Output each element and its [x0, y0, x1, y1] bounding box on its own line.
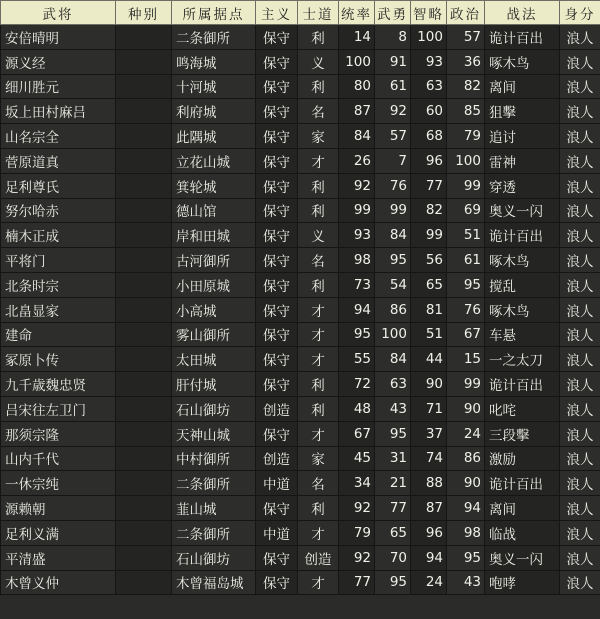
cell-ideology: 保守 — [256, 372, 298, 397]
table-row[interactable] — [1, 248, 600, 273]
cell-leadership: 79 — [339, 520, 375, 545]
cell-officer-name: 源赖朝 — [1, 496, 116, 521]
cell-tactic: 离间 — [485, 74, 560, 99]
table-row[interactable] — [1, 148, 600, 173]
cell-ideology: 保守 — [256, 124, 298, 149]
cell-base: 十河城 — [172, 74, 256, 99]
cell-leadership: 93 — [339, 223, 375, 248]
cell-valor: 95 — [375, 248, 411, 273]
cell-ideology: 保守 — [256, 421, 298, 446]
cell-base: 二条御所 — [172, 25, 256, 50]
cell-base: 德山馆 — [172, 198, 256, 223]
cell-bushido: 家 — [298, 446, 339, 471]
cell-officer-name: 安倍晴明 — [1, 25, 116, 50]
cell-officer-name: 建命 — [1, 322, 116, 347]
cell-tactic: 叱咤 — [485, 396, 560, 421]
cell-ideology: 保守 — [256, 570, 298, 595]
cell-type — [116, 372, 172, 397]
cell-tactic: 诡计百出 — [485, 25, 560, 50]
col-header-politics[interactable]: 政治 — [447, 1, 485, 25]
cell-status: 浪人 — [560, 520, 600, 545]
cell-base: 中村御所 — [172, 446, 256, 471]
cell-type — [116, 198, 172, 223]
cell-status: 浪人 — [560, 322, 600, 347]
cell-politics: 99 — [447, 372, 485, 397]
cell-leadership: 48 — [339, 396, 375, 421]
cell-status: 浪人 — [560, 496, 600, 521]
cell-tactic: 追讨 — [485, 124, 560, 149]
cell-tactic: 啄木鸟 — [485, 49, 560, 74]
table-row[interactable] — [1, 223, 600, 248]
cell-leadership: 92 — [339, 545, 375, 570]
cell-tactic: 车悬 — [485, 322, 560, 347]
cell-officer-name: 北畠显家 — [1, 297, 116, 322]
cell-officer-name: 木曾义仲 — [1, 570, 116, 595]
cell-leadership: 67 — [339, 421, 375, 446]
cell-leadership: 98 — [339, 248, 375, 273]
cell-leadership: 55 — [339, 347, 375, 372]
cell-type — [116, 396, 172, 421]
cell-bushido: 名 — [298, 248, 339, 273]
cell-status: 浪人 — [560, 421, 600, 446]
cell-ideology: 保守 — [256, 272, 298, 297]
cell-bushido: 义 — [298, 49, 339, 74]
cell-leadership: 99 — [339, 198, 375, 223]
cell-bushido: 才 — [298, 421, 339, 446]
cell-politics: 82 — [447, 74, 485, 99]
cell-tactic: 搅乱 — [485, 272, 560, 297]
cell-ideology: 保守 — [256, 25, 298, 50]
cell-status: 浪人 — [560, 446, 600, 471]
cell-officer-name: 足利尊氏 — [1, 173, 116, 198]
cell-leadership: 73 — [339, 272, 375, 297]
cell-valor: 100 — [375, 322, 411, 347]
cell-valor: 84 — [375, 223, 411, 248]
cell-base: 箕轮城 — [172, 173, 256, 198]
cell-status: 浪人 — [560, 372, 600, 397]
cell-valor: 8 — [375, 25, 411, 50]
cell-leadership: 26 — [339, 148, 375, 173]
cell-intellect: 96 — [411, 520, 447, 545]
cell-intellect: 56 — [411, 248, 447, 273]
cell-bushido: 义 — [298, 223, 339, 248]
cell-status: 浪人 — [560, 25, 600, 50]
cell-status: 浪人 — [560, 49, 600, 74]
cell-status: 浪人 — [560, 272, 600, 297]
cell-intellect: 96 — [411, 148, 447, 173]
cell-status: 浪人 — [560, 248, 600, 273]
cell-intellect: 24 — [411, 570, 447, 595]
cell-type — [116, 322, 172, 347]
cell-type — [116, 25, 172, 50]
cell-status: 浪人 — [560, 545, 600, 570]
cell-valor: 57 — [375, 124, 411, 149]
cell-leadership: 34 — [339, 471, 375, 496]
cell-bushido: 利 — [298, 173, 339, 198]
cell-tactic: 临战 — [485, 520, 560, 545]
cell-ideology: 创造 — [256, 446, 298, 471]
cell-base: 二条御所 — [172, 520, 256, 545]
cell-intellect: 81 — [411, 297, 447, 322]
cell-valor: 21 — [375, 471, 411, 496]
table-row[interactable] — [1, 25, 600, 50]
col-header-leadership[interactable]: 统率 — [339, 1, 375, 25]
cell-ideology: 中道 — [256, 471, 298, 496]
cell-valor: 92 — [375, 99, 411, 124]
table-row[interactable] — [1, 124, 600, 149]
cell-intellect: 99 — [411, 223, 447, 248]
cell-type — [116, 223, 172, 248]
cell-tactic: 雷神 — [485, 148, 560, 173]
cell-politics: 57 — [447, 25, 485, 50]
cell-politics: 99 — [447, 173, 485, 198]
cell-politics: 95 — [447, 545, 485, 570]
cell-intellect: 68 — [411, 124, 447, 149]
cell-bushido: 名 — [298, 471, 339, 496]
cell-officer-name: 细川胜元 — [1, 74, 116, 99]
cell-intellect: 94 — [411, 545, 447, 570]
cell-politics: 69 — [447, 198, 485, 223]
cell-bushido: 创造 — [298, 545, 339, 570]
cell-valor: 77 — [375, 496, 411, 521]
cell-politics: 15 — [447, 347, 485, 372]
cell-politics: 90 — [447, 396, 485, 421]
cell-bushido: 才 — [298, 322, 339, 347]
cell-type — [116, 520, 172, 545]
cell-politics: 95 — [447, 272, 485, 297]
cell-type — [116, 347, 172, 372]
cell-intellect: 82 — [411, 198, 447, 223]
cell-tactic: 诡计百出 — [485, 471, 560, 496]
cell-tactic: 奥义一闪 — [485, 545, 560, 570]
cell-officer-name: 冢原卜传 — [1, 347, 116, 372]
cell-type — [116, 148, 172, 173]
cell-politics: 51 — [447, 223, 485, 248]
cell-officer-name: 山名宗全 — [1, 124, 116, 149]
cell-ideology: 保守 — [256, 49, 298, 74]
cell-leadership: 45 — [339, 446, 375, 471]
col-header-officer[interactable]: 武将 — [1, 1, 116, 25]
cell-type — [116, 124, 172, 149]
cell-politics: 85 — [447, 99, 485, 124]
cell-intellect: 88 — [411, 471, 447, 496]
cell-status: 浪人 — [560, 148, 600, 173]
cell-leadership: 77 — [339, 570, 375, 595]
cell-type — [116, 173, 172, 198]
cell-tactic: 咆哮 — [485, 570, 560, 595]
cell-type — [116, 99, 172, 124]
cell-ideology: 保守 — [256, 496, 298, 521]
cell-politics: 36 — [447, 49, 485, 74]
cell-officer-name: 足利义满 — [1, 520, 116, 545]
table-row[interactable] — [1, 49, 600, 74]
cell-valor: 31 — [375, 446, 411, 471]
cell-tactic: 激励 — [485, 446, 560, 471]
cell-intellect: 77 — [411, 173, 447, 198]
cell-bushido: 才 — [298, 297, 339, 322]
cell-valor: 91 — [375, 49, 411, 74]
cell-intellect: 51 — [411, 322, 447, 347]
cell-base: 小田原城 — [172, 272, 256, 297]
cell-ideology: 保守 — [256, 322, 298, 347]
cell-officer-name: 一休宗纯 — [1, 471, 116, 496]
cell-intellect: 100 — [411, 25, 447, 50]
cell-bushido: 才 — [298, 148, 339, 173]
cell-base: 二条御所 — [172, 471, 256, 496]
col-header-ideology[interactable]: 主义 — [256, 1, 298, 25]
table-header-row — [1, 1, 600, 25]
table-row[interactable] — [1, 322, 600, 347]
cell-intellect: 90 — [411, 372, 447, 397]
cell-ideology: 保守 — [256, 545, 298, 570]
cell-officer-name: 楠木正成 — [1, 223, 116, 248]
cell-ideology: 保守 — [256, 148, 298, 173]
cell-intellect: 87 — [411, 496, 447, 521]
table-row[interactable] — [1, 74, 600, 99]
cell-officer-name: 菅原道真 — [1, 148, 116, 173]
cell-base: 韮山城 — [172, 496, 256, 521]
cell-valor: 86 — [375, 297, 411, 322]
cell-status: 浪人 — [560, 297, 600, 322]
cell-intellect: 60 — [411, 99, 447, 124]
cell-valor: 95 — [375, 570, 411, 595]
cell-valor: 65 — [375, 520, 411, 545]
cell-politics: 100 — [447, 148, 485, 173]
cell-bushido: 利 — [298, 396, 339, 421]
cell-base: 木曾福岛城 — [172, 570, 256, 595]
cell-leadership: 72 — [339, 372, 375, 397]
table-row[interactable] — [1, 496, 600, 521]
cell-type — [116, 248, 172, 273]
cell-valor: 84 — [375, 347, 411, 372]
cell-officer-name: 平将门 — [1, 248, 116, 273]
cell-leadership: 14 — [339, 25, 375, 50]
cell-officer-name: 山内千代 — [1, 446, 116, 471]
cell-tactic: 啄木鸟 — [485, 248, 560, 273]
cell-bushido: 利 — [298, 496, 339, 521]
cell-politics: 94 — [447, 496, 485, 521]
cell-tactic: 诡计百出 — [485, 372, 560, 397]
cell-type — [116, 545, 172, 570]
cell-intellect: 44 — [411, 347, 447, 372]
cell-officer-name: 坂上田村麻吕 — [1, 99, 116, 124]
table-row[interactable] — [1, 198, 600, 223]
cell-officer-name: 那须宗隆 — [1, 421, 116, 446]
cell-bushido: 利 — [298, 198, 339, 223]
cell-bushido: 利 — [298, 74, 339, 99]
cell-officer-name: 北条时宗 — [1, 272, 116, 297]
cell-status: 浪人 — [560, 198, 600, 223]
cell-valor: 54 — [375, 272, 411, 297]
cell-valor: 70 — [375, 545, 411, 570]
cell-leadership: 87 — [339, 99, 375, 124]
col-header-bushido[interactable]: 士道 — [298, 1, 339, 25]
cell-tactic: 穿透 — [485, 173, 560, 198]
cell-politics: 76 — [447, 297, 485, 322]
table-row[interactable] — [1, 173, 600, 198]
cell-base: 鸣海城 — [172, 49, 256, 74]
cell-ideology: 中道 — [256, 520, 298, 545]
cell-leadership: 94 — [339, 297, 375, 322]
cell-officer-name: 吕宋往左卫门 — [1, 396, 116, 421]
cell-tactic: 一之太刀 — [485, 347, 560, 372]
cell-bushido: 名 — [298, 99, 339, 124]
table-row[interactable] — [1, 396, 600, 421]
cell-status: 浪人 — [560, 570, 600, 595]
table-row[interactable] — [1, 372, 600, 397]
table-row[interactable] — [1, 545, 600, 570]
cell-tactic: 奥义一闪 — [485, 198, 560, 223]
cell-ideology: 保守 — [256, 347, 298, 372]
cell-valor: 61 — [375, 74, 411, 99]
cell-officer-name: 平清盛 — [1, 545, 116, 570]
cell-intellect: 63 — [411, 74, 447, 99]
cell-base: 岸和田城 — [172, 223, 256, 248]
cell-tactic: 三段擊 — [485, 421, 560, 446]
cell-status: 浪人 — [560, 74, 600, 99]
cell-bushido: 家 — [298, 124, 339, 149]
cell-officer-name: 努尔哈赤 — [1, 198, 116, 223]
cell-ideology: 保守 — [256, 74, 298, 99]
cell-leadership: 84 — [339, 124, 375, 149]
cell-type — [116, 446, 172, 471]
col-header-base[interactable]: 所属据点 — [172, 1, 256, 25]
table-row[interactable] — [1, 471, 600, 496]
cell-ideology: 保守 — [256, 248, 298, 273]
cell-type — [116, 74, 172, 99]
cell-intellect: 74 — [411, 446, 447, 471]
cell-politics: 61 — [447, 248, 485, 273]
cell-type — [116, 272, 172, 297]
cell-leadership: 80 — [339, 74, 375, 99]
table-row[interactable] — [1, 297, 600, 322]
cell-base: 古河御所 — [172, 248, 256, 273]
cell-status: 浪人 — [560, 124, 600, 149]
cell-status: 浪人 — [560, 99, 600, 124]
cell-base: 肝付城 — [172, 372, 256, 397]
table-row[interactable] — [1, 570, 600, 595]
cell-base: 石山御坊 — [172, 396, 256, 421]
cell-officer-name: 源义经 — [1, 49, 116, 74]
cell-intellect: 71 — [411, 396, 447, 421]
table-row[interactable] — [1, 520, 600, 545]
col-header-valor[interactable]: 武勇 — [375, 1, 411, 25]
cell-leadership: 100 — [339, 49, 375, 74]
cell-politics: 67 — [447, 322, 485, 347]
table-row[interactable] — [1, 446, 600, 471]
cell-politics: 43 — [447, 570, 485, 595]
cell-type — [116, 297, 172, 322]
cell-bushido: 才 — [298, 347, 339, 372]
cell-ideology: 创造 — [256, 396, 298, 421]
cell-ideology: 保守 — [256, 173, 298, 198]
cell-bushido: 才 — [298, 520, 339, 545]
cell-tactic: 离间 — [485, 496, 560, 521]
cell-tactic: 狙擊 — [485, 99, 560, 124]
cell-intellect: 65 — [411, 272, 447, 297]
cell-politics: 24 — [447, 421, 485, 446]
cell-type — [116, 421, 172, 446]
cell-bushido: 利 — [298, 25, 339, 50]
cell-base: 立花山城 — [172, 148, 256, 173]
cell-bushido: 利 — [298, 272, 339, 297]
cell-intellect: 37 — [411, 421, 447, 446]
cell-type — [116, 570, 172, 595]
cell-bushido: 才 — [298, 570, 339, 595]
table-row[interactable] — [1, 421, 600, 446]
col-header-tactic[interactable]: 战法 — [485, 1, 560, 25]
cell-intellect: 93 — [411, 49, 447, 74]
cell-type — [116, 471, 172, 496]
cell-politics: 79 — [447, 124, 485, 149]
cell-status: 浪人 — [560, 173, 600, 198]
cell-politics: 86 — [447, 446, 485, 471]
cell-base: 太田城 — [172, 347, 256, 372]
cell-base: 小高城 — [172, 297, 256, 322]
cell-base: 此隅城 — [172, 124, 256, 149]
table-row[interactable] — [1, 272, 600, 297]
cell-tactic: 诡计百出 — [485, 223, 560, 248]
cell-ideology: 保守 — [256, 297, 298, 322]
col-header-type[interactable]: 种别 — [116, 1, 172, 25]
cell-officer-name: 九千歳魏忠贤 — [1, 372, 116, 397]
cell-base: 利府城 — [172, 99, 256, 124]
table-row[interactable] — [1, 347, 600, 372]
cell-leadership: 92 — [339, 496, 375, 521]
cell-ideology: 保守 — [256, 223, 298, 248]
cell-valor: 7 — [375, 148, 411, 173]
cell-status: 浪人 — [560, 347, 600, 372]
table-row[interactable] — [1, 99, 600, 124]
col-header-status[interactable]: 身分 — [560, 1, 600, 25]
cell-base: 天神山城 — [172, 421, 256, 446]
cell-base: 雾山御所 — [172, 322, 256, 347]
cell-valor: 63 — [375, 372, 411, 397]
cell-ideology: 保守 — [256, 99, 298, 124]
cell-politics: 98 — [447, 520, 485, 545]
cell-status: 浪人 — [560, 396, 600, 421]
cell-valor: 43 — [375, 396, 411, 421]
cell-valor: 99 — [375, 198, 411, 223]
cell-type — [116, 49, 172, 74]
col-header-intellect[interactable]: 智略 — [411, 1, 447, 25]
cell-status: 浪人 — [560, 471, 600, 496]
cell-leadership: 95 — [339, 322, 375, 347]
cell-politics: 90 — [447, 471, 485, 496]
cell-valor: 95 — [375, 421, 411, 446]
cell-valor: 76 — [375, 173, 411, 198]
cell-base: 石山御坊 — [172, 545, 256, 570]
cell-type — [116, 496, 172, 521]
cell-tactic: 啄木鸟 — [485, 297, 560, 322]
cell-leadership: 92 — [339, 173, 375, 198]
cell-status: 浪人 — [560, 223, 600, 248]
cell-ideology: 保守 — [256, 198, 298, 223]
cell-bushido: 利 — [298, 372, 339, 397]
officer-rows — [1, 25, 600, 595]
